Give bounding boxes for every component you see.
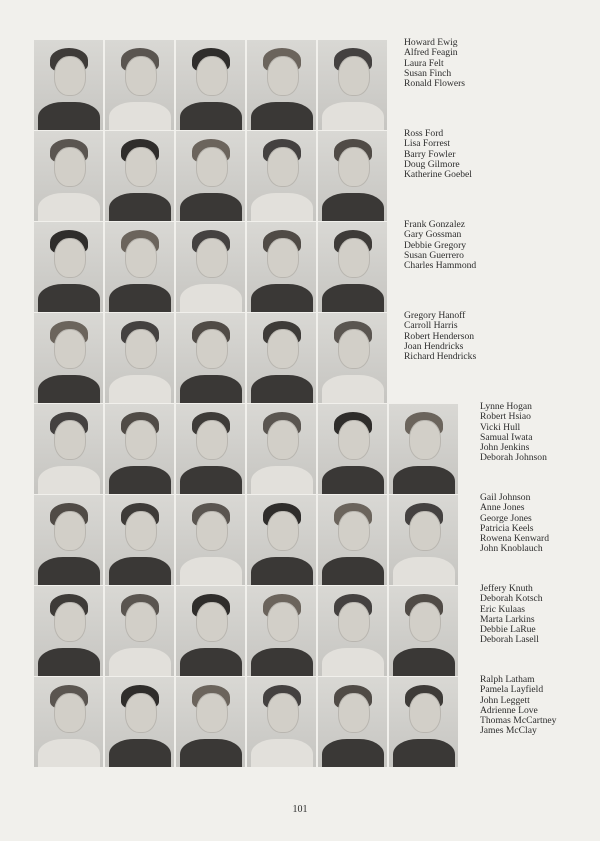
student-name: Adrienne Love — [480, 704, 538, 716]
student-name: Robert Hsiao — [480, 411, 531, 423]
student-portrait — [389, 677, 458, 767]
student-name: Robert Henderson — [404, 330, 475, 342]
student-portrait — [247, 131, 316, 221]
student-name: Gary Gossman — [404, 229, 462, 241]
student-name: Gail Johnson — [480, 492, 531, 503]
student-portrait — [247, 40, 316, 130]
student-name-list — [480, 402, 547, 464]
student-name-list — [404, 38, 465, 89]
student-portrait — [176, 404, 245, 494]
student-name: Doug Gilmore — [404, 158, 460, 170]
student-name: Joan Hendricks — [404, 340, 464, 352]
student-portrait — [247, 495, 316, 585]
student-name: Katherine Goebel — [404, 169, 472, 181]
student-portrait — [247, 313, 316, 403]
student-portrait — [34, 677, 103, 767]
student-name: Pamela Layfield — [480, 684, 544, 696]
student-name-list — [404, 129, 472, 180]
student-portrait — [105, 131, 174, 221]
student-name: Ralph Latham — [480, 674, 535, 685]
student-portrait — [105, 495, 174, 585]
student-name: Jeffery Knuth — [480, 583, 533, 594]
student-portrait — [247, 586, 316, 676]
student-name: Charles Hammond — [404, 260, 477, 272]
student-name: James McClay — [480, 725, 537, 737]
student-name: Debbie LaRue — [480, 624, 536, 636]
student-portrait — [34, 40, 103, 130]
student-name: Deborah Kotsch — [480, 593, 543, 605]
student-name: Alfred Feagin — [404, 47, 458, 59]
student-name-list — [480, 493, 549, 555]
student-portrait — [176, 131, 245, 221]
student-name: Thomas McCartney — [480, 715, 557, 727]
student-portrait — [247, 404, 316, 494]
student-name: Howard Ewig — [404, 37, 458, 48]
student-portrait — [34, 222, 103, 312]
student-name: Laura Felt — [404, 57, 444, 69]
student-name: Ross Ford — [404, 128, 444, 139]
student-name: Deborah Johnson — [480, 452, 547, 464]
student-portrait — [176, 495, 245, 585]
student-name: Anne Jones — [480, 502, 525, 514]
student-name: Rowena Kenward — [480, 533, 549, 545]
student-portrait — [318, 313, 387, 403]
student-portrait — [318, 40, 387, 130]
student-name: Vicki Hull — [480, 421, 521, 433]
student-portrait — [176, 677, 245, 767]
student-portrait — [105, 40, 174, 130]
student-name: John Knoblauch — [480, 543, 543, 555]
student-name: Gregory Hanoff — [404, 310, 466, 321]
student-portrait — [318, 404, 387, 494]
student-portrait — [247, 222, 316, 312]
student-name: Barry Fowler — [404, 148, 456, 160]
student-name-list — [480, 584, 543, 646]
student-name: Frank Gonzalez — [404, 219, 466, 230]
student-portrait — [318, 222, 387, 312]
student-portrait — [389, 404, 458, 494]
student-name: Deborah Lasell — [480, 634, 539, 646]
student-portrait — [176, 586, 245, 676]
student-portrait — [105, 404, 174, 494]
student-portrait — [34, 495, 103, 585]
student-portrait — [105, 222, 174, 312]
student-portrait — [318, 495, 387, 585]
page-number: 101 — [292, 804, 308, 815]
student-name: Richard Hendricks — [404, 351, 477, 363]
student-portrait — [318, 131, 387, 221]
student-name: Ronald Flowers — [404, 78, 466, 90]
student-name-list — [480, 675, 556, 737]
student-portrait — [34, 313, 103, 403]
student-portrait — [34, 404, 103, 494]
student-name: Lynne Hogan — [480, 401, 532, 412]
student-name: John Jenkins — [480, 442, 530, 454]
student-name-list — [404, 220, 476, 271]
student-portrait — [105, 586, 174, 676]
student-portrait — [34, 586, 103, 676]
student-name: Lisa Forrest — [404, 138, 451, 150]
student-name: Eric Kulaas — [480, 603, 526, 615]
student-name: Carroll Harris — [404, 320, 458, 332]
student-portrait — [176, 222, 245, 312]
student-portrait — [318, 586, 387, 676]
student-name: Debbie Gregory — [404, 239, 467, 251]
student-name: Susan Finch — [404, 67, 452, 79]
student-name: John Leggett — [480, 694, 530, 706]
student-name: Samual Iwata — [480, 431, 533, 443]
student-portrait — [318, 677, 387, 767]
student-portrait — [176, 313, 245, 403]
student-portrait — [389, 586, 458, 676]
student-portrait — [105, 677, 174, 767]
student-portrait — [105, 313, 174, 403]
student-name: Marta Larkins — [480, 613, 535, 625]
student-name-list — [404, 311, 476, 362]
student-name: Susan Guerrero — [404, 249, 464, 261]
student-name: Patricia Keels — [480, 522, 534, 534]
student-portrait — [389, 495, 458, 585]
student-portrait — [34, 131, 103, 221]
student-portrait — [176, 40, 245, 130]
student-name: George Jones — [480, 512, 532, 524]
student-portrait — [247, 677, 316, 767]
